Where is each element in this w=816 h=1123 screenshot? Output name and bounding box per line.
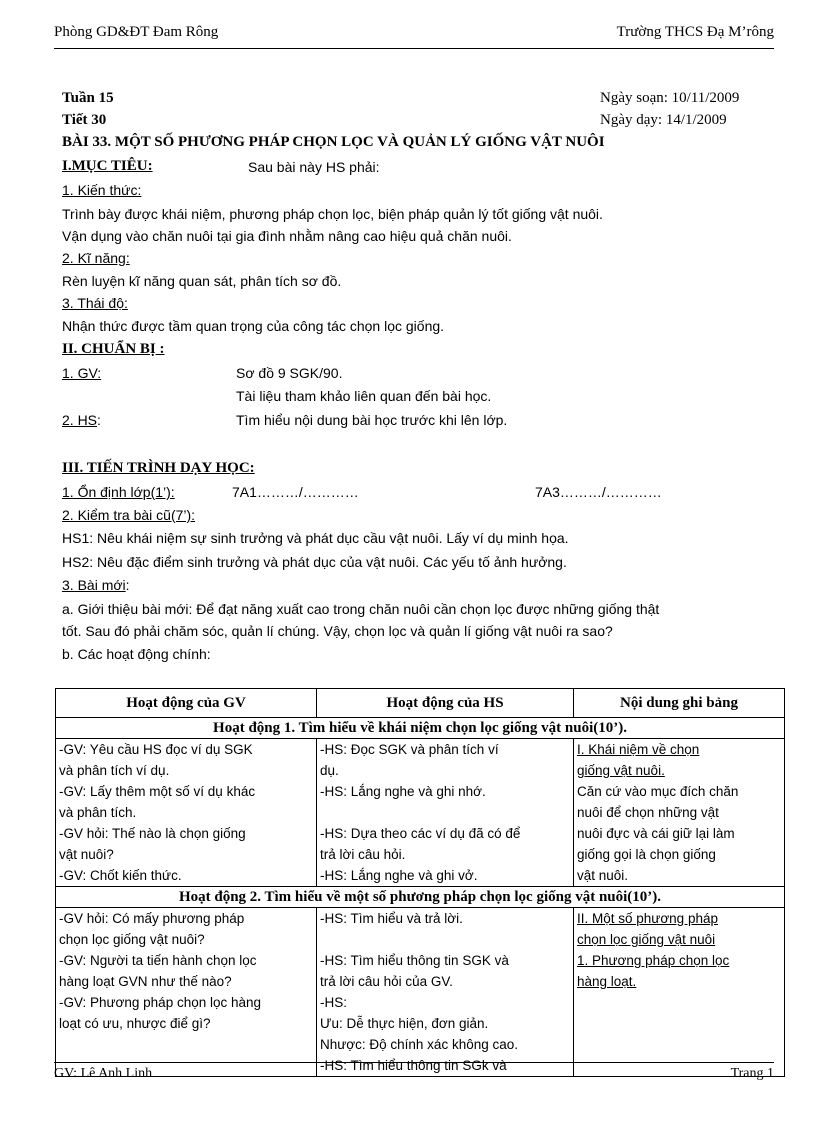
cell-line: -HS: Tìm hiểu thông tin SGk và <box>320 1058 507 1073</box>
cell-line: -HS: Tìm hiểu thông tin SGK và <box>320 953 509 968</box>
cell-line: vật nuôi? <box>59 847 114 862</box>
objectives-heading: I.MỤC TIÊU: <box>62 158 153 174</box>
header-rule <box>54 48 774 49</box>
cell-line: Căn cứ vào mục đích chăn <box>577 784 739 799</box>
cell-line: Nhược: Độ chính xác không cao. <box>320 1037 518 1052</box>
cell-line: vật nuôi. <box>577 868 629 883</box>
activity-2-content <box>56 908 785 1077</box>
knowledge-label: 1. Kiến thức: <box>62 182 142 198</box>
cell-line: -HS: Dựa theo các ví dụ đã có để <box>320 826 521 841</box>
cell-line <box>320 802 570 823</box>
cell-line: trả lời câu hỏi. <box>320 847 406 862</box>
knowledge-line-2: Vận dụng vào chăn nuôi tại gia đình nhằm nâng cao hiệu quả chăn nuôi. <box>62 228 512 244</box>
activity-1-gv <box>56 739 317 887</box>
prep-heading: II. CHUẨN BỊ : <box>62 341 165 357</box>
knowledge-line-1: Trình bày được khái niệm, phương pháp chọn lọc, biện pháp quản lý tốt giống vật nuôi. <box>62 206 603 222</box>
intro-line-2: tốt. Sau đó phải chăm sóc, quản lí chúng. Vậy, chọn lọc và quản lí giống vật nuôi ra sao? <box>62 623 613 639</box>
cell-line: -HS: <box>320 995 347 1010</box>
page-number: Trang 1 <box>730 1066 774 1081</box>
skills-line-1: Rèn luyện kĩ năng quan sát, phân tích sơ đồ. <box>62 273 342 289</box>
activity-2-hs <box>317 908 574 1077</box>
week: Tuần 15 <box>62 90 114 106</box>
activity-1-row <box>56 718 785 739</box>
cell-line: giống gọi là chọn giống <box>577 847 716 862</box>
prep-gv-line-2: Tài liệu tham khảo liên quan đến bài học. <box>236 388 492 404</box>
cell-line: -HS: Đọc SGK và phân tích ví <box>320 742 499 757</box>
header-gv: Hoạt động của GV <box>56 689 317 718</box>
lesson-title: BÀI 33. MỘT SỐ PHƯƠNG PHÁP CHỌN LỌC VÀ QUẢN LÝ GIỐNG VẬT NUÔI <box>62 134 605 150</box>
cell-line: -GV: Yêu cầu HS đọc ví dụ SGK <box>59 742 253 757</box>
hs2-question: HS2: Nêu đặc điểm sinh trưởng và phát dục của vật nuôi. Các yếu tố ảnh hưởng. <box>62 554 567 570</box>
stabilize-label: 1. Ổn định lớp(1’): <box>62 484 175 500</box>
cell-line: -GV hỏi: Thế nào là chọn giống <box>59 826 246 841</box>
activities-table <box>55 688 785 1077</box>
prep-hs-line-1: Tìm hiểu nội dung bài học trước khi lên lớp. <box>236 412 508 428</box>
cell-line: -HS: Tìm hiểu và trả lời. <box>320 911 463 926</box>
cell-line: chọn lọc giống vật nuôi <box>577 932 716 947</box>
cell-line: dụ. <box>320 763 339 778</box>
skills-label: 2. Kĩ năng: <box>62 250 130 266</box>
objectives-intro: Sau bài này HS phải: <box>248 159 380 175</box>
activity-2-title: Hoạt động 2. Tìm hiểu về một số phương pháp chọn lọc giống vật nuôi(10’). <box>56 887 785 908</box>
prep-gv-line-1: Sơ đồ 9 SGK/90. <box>236 365 343 381</box>
class-7a3: 7A3………/………… <box>535 484 662 500</box>
activity-1-hs <box>317 739 574 887</box>
activity-1-content <box>56 739 785 887</box>
cell-line: -GV: Chốt kiến thức. <box>59 868 182 883</box>
taught-date: Ngày dạy: 14/1/2009 <box>600 112 727 128</box>
activity-2-notes <box>574 908 785 1077</box>
cell-line: -GV hỏi: Có mấy phương pháp <box>59 911 245 926</box>
cell-line: -HS: Lắng nghe và ghi nhớ. <box>320 784 486 799</box>
header-hs: Hoạt động của HS <box>317 689 574 718</box>
attitude-label: 3. Thái độ: <box>62 295 128 311</box>
cell-line: II. Một số phương pháp <box>577 911 718 926</box>
cell-line: loạt có ưu, nhược điể gì? <box>59 1016 211 1031</box>
activity-1-title: Hoạt động 1. Tìm hiểu về khái niệm chọn lọc giống vật nuôi(10’). <box>56 718 785 739</box>
cell-line: nuôi để chọn những vật <box>577 805 719 820</box>
footer-rule <box>54 1062 774 1063</box>
prepared-date: Ngày soạn: 10/11/2009 <box>600 90 740 106</box>
cell-line: -HS: Lắng nghe và ghi vở. <box>320 868 478 883</box>
cell-line: và phân tích ví dụ. <box>59 763 170 778</box>
header-left: Phòng GD&ĐT Đam Rông <box>54 24 219 40</box>
attitude-line-1: Nhận thức được tầm quan trọng của công tác chọn lọc giống. <box>62 318 445 334</box>
cell-line: giống vật nuôi. <box>577 763 665 778</box>
cell-line: Ưu: Dễ thực hiện, đơn giản. <box>320 1016 489 1031</box>
activity-1-notes <box>574 739 785 887</box>
header-notes: Nội dung ghi bảng <box>574 689 785 718</box>
cell-line: hàng loạt GVN như thế nào? <box>59 974 232 989</box>
new-lesson-label: 3. Bài mới: <box>62 577 130 593</box>
intro-line-1: a. Giới thiệu bài mới: Để đạt năng xuất cao trong chăn nuôi cần chọn lọc được những giống thật <box>62 601 660 617</box>
hs1-question: HS1: Nêu khái niệm sự sinh trưởng và phát dục cầu vật nuôi. Lấy ví dụ minh họa. <box>62 530 569 546</box>
cell-line: trả lời câu hỏi của GV. <box>320 974 453 989</box>
cell-line: nuôi đực và cái giữ lại làm <box>577 826 735 841</box>
oldcheck-label: 2. Kiểm tra bài cũ(7’): <box>62 507 196 523</box>
footer-left: GV: Lê Anh Linh <box>54 1066 153 1081</box>
main-activities-label: b. Các hoạt động chính: <box>62 646 211 662</box>
activity-2-gv <box>56 908 317 1077</box>
cell-line: hàng loạt. <box>577 974 637 989</box>
process-heading: III. TIẾN TRÌNH DẠY HỌC: <box>62 460 255 476</box>
activity-2-row <box>56 887 785 908</box>
cell-line: -GV: Phương pháp chọn lọc hàng <box>59 995 262 1010</box>
cell-line: chọn lọc giống vật nuôi? <box>59 932 205 947</box>
cell-line <box>320 929 570 950</box>
prep-hs-label: 2. HS: <box>62 412 101 428</box>
cell-line: -GV: Người ta tiến hành chọn lọc <box>59 953 257 968</box>
cell-line: và phân tích. <box>59 805 137 820</box>
prep-gv-label: 1. GV: <box>62 365 102 381</box>
cell-line: I. Khái niệm về chọn <box>577 742 700 757</box>
class-7a1: 7A1………/………… <box>232 484 359 500</box>
cell-line: -GV: Lấy thêm một số ví dụ khác <box>59 784 256 799</box>
period: Tiết 30 <box>62 112 107 128</box>
cell-line: 1. Phương pháp chọn lọc <box>577 953 730 968</box>
table-header-row <box>56 689 785 718</box>
header-right: Trường THCS Đạ M’rông <box>616 24 774 40</box>
